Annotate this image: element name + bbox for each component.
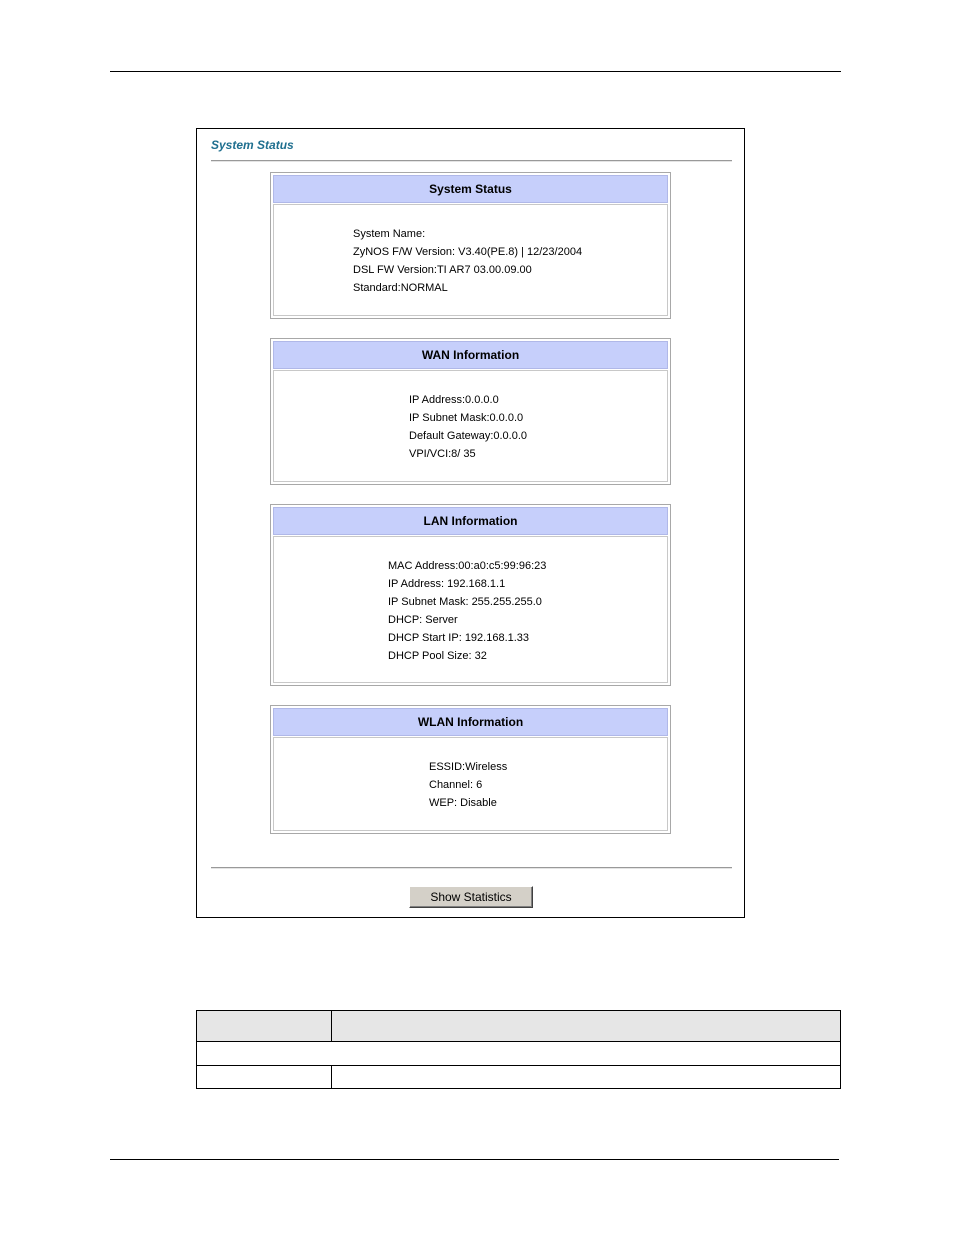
wan-information-panel bbox=[270, 338, 671, 485]
lan-dhcp-line: DHCP: Server bbox=[388, 614, 458, 626]
lan-ip-address-line: IP Address: 192.168.1.1 bbox=[388, 578, 506, 590]
lan-information-panel bbox=[270, 504, 671, 686]
show-statistics-button[interactable]: Show Statistics bbox=[409, 886, 533, 908]
table-section-cell bbox=[197, 1042, 841, 1066]
wlan-channel-line: Channel: 6 bbox=[429, 779, 483, 791]
page-top-rule bbox=[110, 71, 841, 72]
screen-title: System Status bbox=[211, 138, 294, 152]
wlan-wep-line: WEP: Disable bbox=[429, 797, 497, 809]
lan-information-header: LAN Information bbox=[273, 507, 668, 535]
table-section-row bbox=[197, 1042, 841, 1066]
dsl-fw-version-line: DSL FW Version:TI AR7 03.00.09.00 bbox=[353, 264, 532, 276]
wan-subnet-mask-line: IP Subnet Mask:0.0.0.0 bbox=[409, 412, 524, 424]
lan-information-body bbox=[273, 536, 668, 683]
wan-information-body bbox=[273, 370, 668, 482]
firmware-version-line: ZyNOS F/W Version: V3.40(PE.8) | 12/23/2004 bbox=[353, 246, 583, 258]
system-status-panel bbox=[270, 172, 671, 319]
page-bottom-rule bbox=[110, 1159, 839, 1160]
wlan-information-header: WLAN Information bbox=[273, 708, 668, 736]
wan-vpi-vci-line: VPI/VCI:8/ 35 bbox=[409, 448, 476, 460]
table-header-row bbox=[197, 1011, 841, 1042]
title-divider bbox=[211, 160, 732, 162]
lan-subnet-mask-line: IP Subnet Mask: 255.255.255.0 bbox=[388, 596, 542, 608]
table-cell-description bbox=[332, 1066, 841, 1089]
lan-dhcp-pool-size-line: DHCP Pool Size: 32 bbox=[388, 650, 487, 662]
bottom-divider bbox=[211, 867, 732, 869]
system-status-header: System Status bbox=[273, 175, 668, 203]
wlan-essid-line: ESSID:Wireless bbox=[429, 761, 508, 773]
table-row bbox=[197, 1066, 841, 1089]
table-header-label bbox=[197, 1011, 332, 1042]
description-table bbox=[196, 1010, 841, 1089]
system-status-screen bbox=[196, 128, 745, 918]
lan-mac-address-line: MAC Address:00:a0:c5:99:96:23 bbox=[388, 560, 547, 572]
wlan-information-body bbox=[273, 737, 668, 831]
wan-ip-address-line: IP Address:0.0.0.0 bbox=[409, 394, 499, 406]
wlan-information-panel bbox=[270, 705, 671, 834]
wan-default-gateway-line: Default Gateway:0.0.0.0 bbox=[409, 430, 528, 442]
table-header-description bbox=[332, 1011, 841, 1042]
standard-line: Standard:NORMAL bbox=[353, 282, 448, 294]
table-cell-label bbox=[197, 1066, 332, 1089]
system-name-line: System Name: bbox=[353, 228, 426, 240]
system-status-body bbox=[273, 204, 668, 316]
wan-information-header: WAN Information bbox=[273, 341, 668, 369]
lan-dhcp-start-ip-line: DHCP Start IP: 192.168.1.33 bbox=[388, 632, 530, 644]
